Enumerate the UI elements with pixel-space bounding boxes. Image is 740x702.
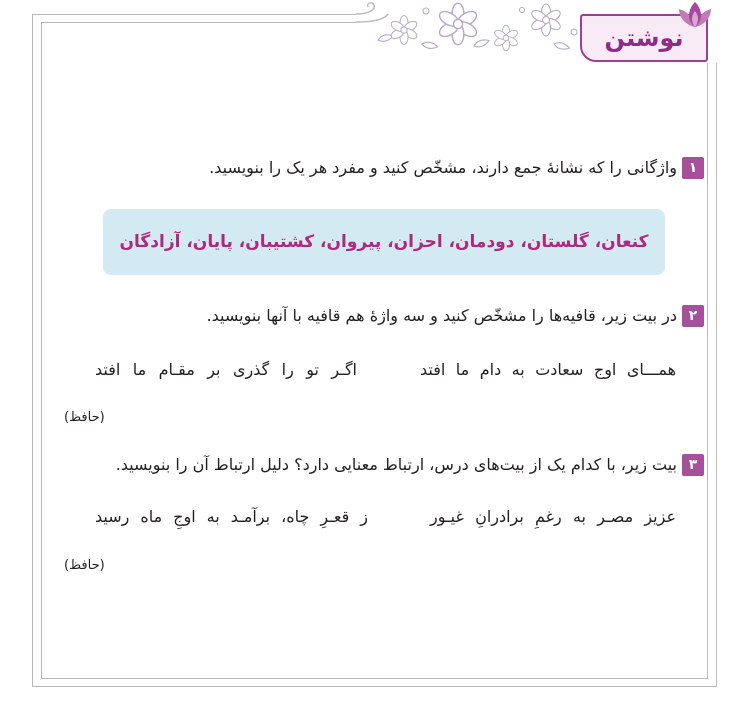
question-number-badge: ۳ xyxy=(682,454,704,476)
leaf-icon xyxy=(473,38,490,49)
flower-icon xyxy=(493,25,519,51)
ornament-curl xyxy=(356,3,374,14)
lotus-icon xyxy=(674,0,716,30)
flower-icon xyxy=(530,4,562,36)
page-frame-inner xyxy=(41,22,708,679)
poet-attribution: (حافظ) xyxy=(64,410,105,425)
bud-icon xyxy=(520,8,525,13)
word-list-box xyxy=(103,209,665,275)
ornament-curl xyxy=(356,14,388,22)
bud-icon xyxy=(571,29,577,35)
flower-icon xyxy=(437,3,479,45)
poet-attribution: (حافظ) xyxy=(64,558,105,573)
verse-first-hemistich: عزیز مصـر به رغمِ برادرانِ غیـور xyxy=(430,507,676,526)
floral-ornament xyxy=(354,0,582,62)
verse-second-hemistich: اگـر تو را گذری بر مقـام ما افتد xyxy=(95,360,357,379)
verse-second-hemistich: ز قعـرِ چاه، برآمـد به اوجِ ماه رسید xyxy=(95,507,368,526)
section-title: نوشتن xyxy=(604,24,684,52)
question-text: در بیت زیر، قافیه‌ها را مشخّص کنید و سه واژهٔ هم قافیه با آنها بنویسید. xyxy=(206,306,677,325)
flower-icon xyxy=(390,16,419,45)
question-text: واژگانی را که نشانهٔ جمع دارند، مشخّص کنید و مفرد هر یک را بنویسید. xyxy=(209,158,677,177)
leaf-icon xyxy=(553,41,570,51)
question-number-badge: ۱ xyxy=(682,157,704,179)
verse-first-hemistich: همـــای اوج سعادت به دام ما افتد xyxy=(420,360,676,379)
word-list: کنعان، گلستان، دودمان، احزان، پیروان، کشتیبان، پایان، آزادگان xyxy=(119,232,649,252)
question-number-badge: ۲ xyxy=(682,305,704,327)
leaf-icon xyxy=(421,41,438,50)
bud-icon xyxy=(423,8,429,14)
question-text: بیت زیر، با کدام یک از بیت‌های درس، ارتباط معنایی دارد؟ دلیل ارتباط آن را بنویسید. xyxy=(115,455,677,474)
